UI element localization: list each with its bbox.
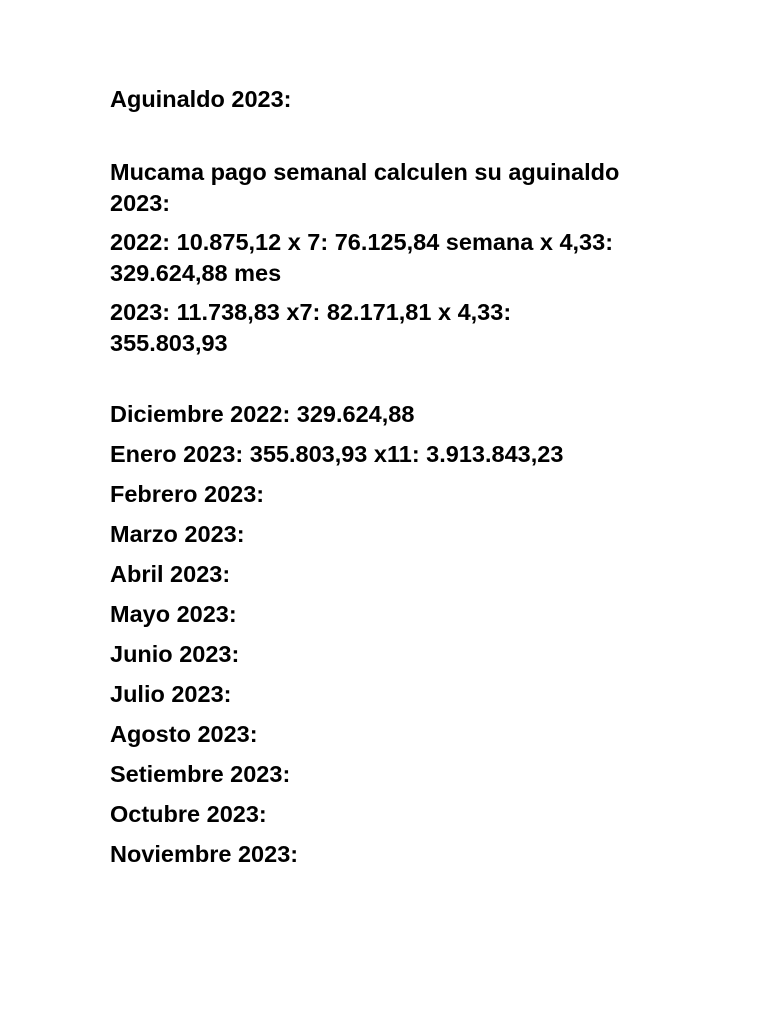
paragraph-2022-calc: 2022: 10.875,12 x 7: 76.125,84 semana x 4,33: 329.624,88 mes bbox=[110, 229, 614, 286]
month-line-setiembre: Setiembre 2023: bbox=[110, 761, 291, 787]
month-line-abril: Abril 2023: bbox=[110, 561, 231, 587]
month-line-enero: Enero 2023: 355.803,93 x11: 3.913.843,23 bbox=[110, 441, 564, 467]
document-page bbox=[110, 84, 630, 879]
month-line-febrero: Febrero 2023: bbox=[110, 481, 265, 507]
month-line-octubre: Octubre 2023: bbox=[110, 801, 267, 827]
month-line-diciembre-2022: Diciembre 2022: 329.624,88 bbox=[110, 401, 415, 427]
month-line-noviembre: Noviembre 2023: bbox=[110, 841, 299, 867]
paragraph-intro: Mucama pago semanal calculen su aguinaldo 2023: bbox=[110, 159, 620, 216]
month-line-marzo: Marzo 2023: bbox=[110, 521, 245, 547]
document-title: Aguinaldo 2023: bbox=[110, 86, 292, 112]
month-line-agosto: Agosto 2023: bbox=[110, 721, 258, 747]
month-line-junio: Junio 2023: bbox=[110, 641, 240, 667]
spacer bbox=[110, 367, 630, 399]
paragraph-2023-calc: 2023: 11.738,83 x7: 82.171,81 x 4,33: 355.803,93 bbox=[110, 299, 512, 356]
month-line-mayo: Mayo 2023: bbox=[110, 601, 237, 627]
month-line-julio: Julio 2023: bbox=[110, 681, 232, 707]
